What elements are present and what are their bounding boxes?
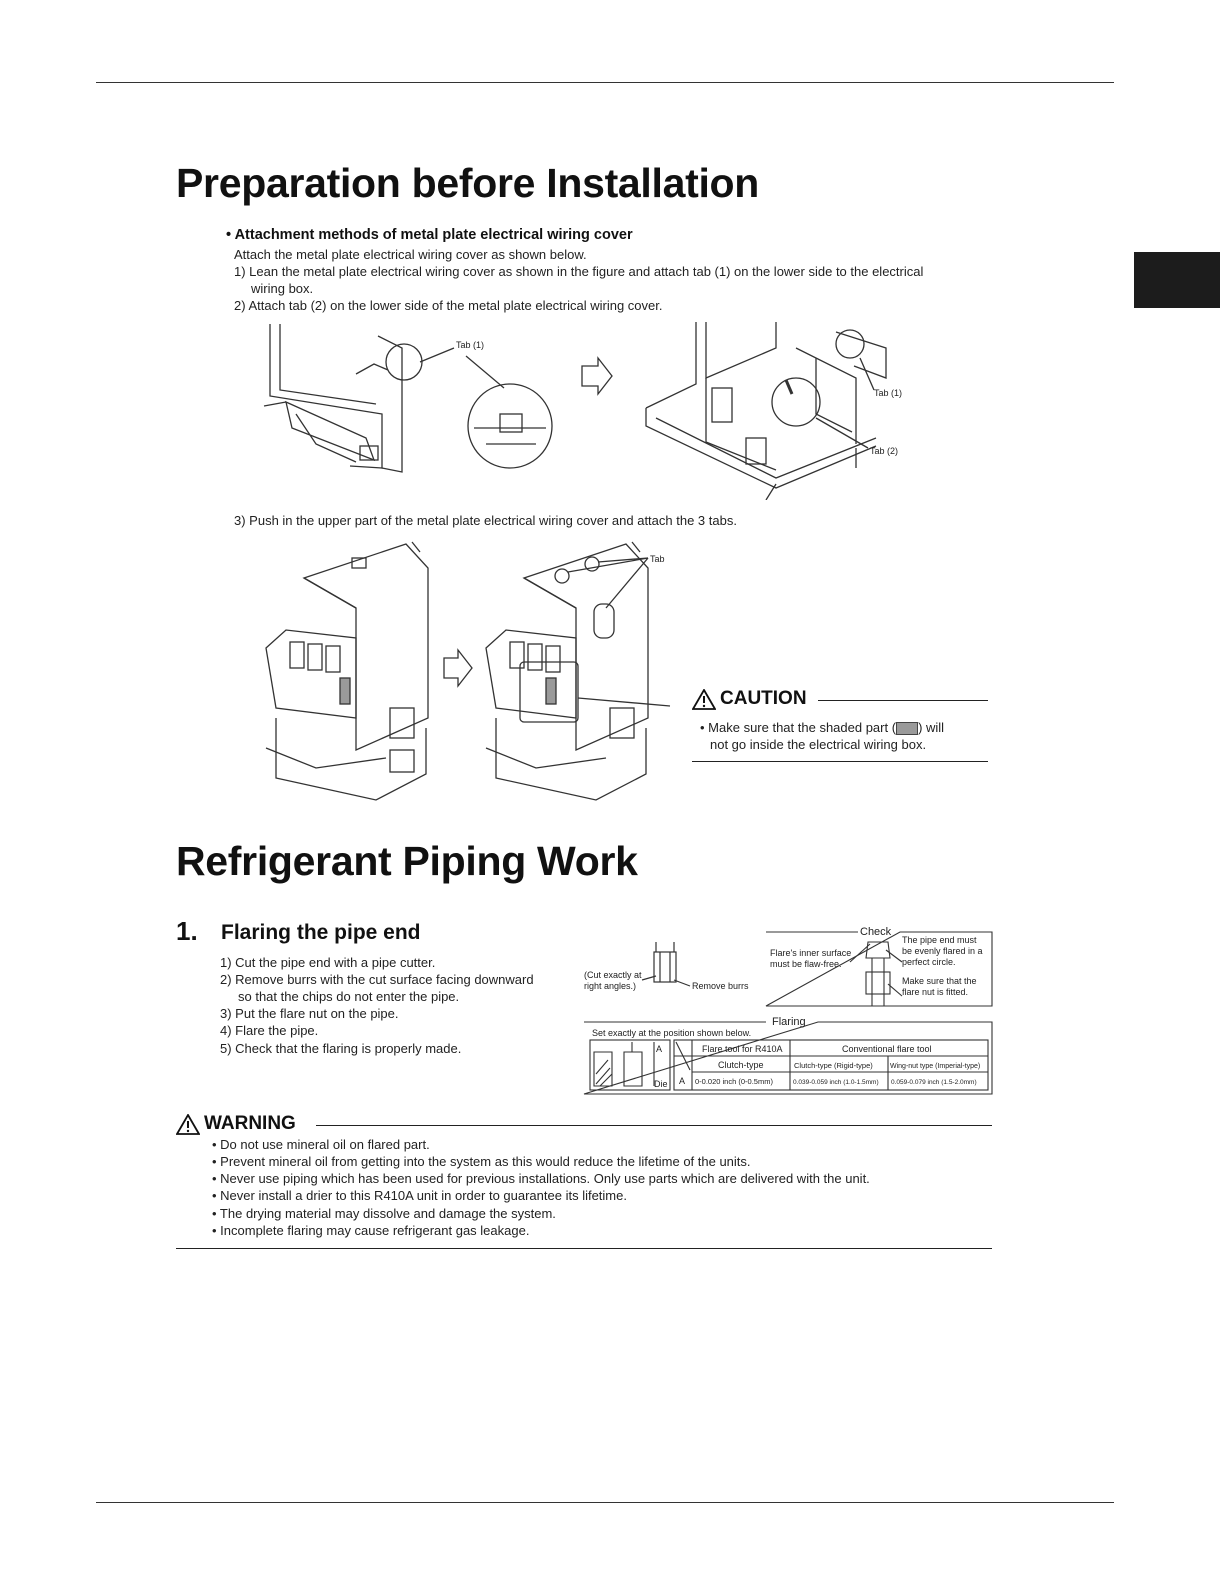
caution-text-line2: not go inside the electrical wiring box. xyxy=(710,737,927,752)
sub-clutch: Clutch-type xyxy=(718,1060,764,1070)
sub-wingnut: Wing-nut type (Imperial-type) xyxy=(890,1063,981,1070)
step-number: 1. xyxy=(176,916,198,946)
step-title: Flaring the pipe end xyxy=(221,921,421,944)
check-nut-2: flare nut is fitted. xyxy=(902,987,969,997)
warning-rule xyxy=(316,1125,992,1126)
caution-title: CAUTION xyxy=(720,688,807,709)
tab2-label: Tab (2) xyxy=(870,446,899,456)
tab1-label-right: Tab (1) xyxy=(874,388,903,398)
flaring-box-subtitle: Set exactly at the position shown below. xyxy=(592,1028,752,1038)
attachment-heading: • Attachment methods of metal plate electrical wiring cover xyxy=(226,227,633,243)
val-wingnut: 0.059-0.079 inch (1.5-2.0mm) xyxy=(891,1079,977,1086)
tab-label: Tab xyxy=(650,554,665,564)
val-r410a: 0-0.020 inch (0-0.5mm) xyxy=(695,1077,773,1086)
val-rigid: 0.039-0.059 inch (1.0-1.5mm) xyxy=(793,1079,879,1086)
check-title: Check xyxy=(860,926,892,938)
warning-heading xyxy=(176,1113,296,1135)
warning-item-4: • Never install a drier to this R410A unit in order to guarantee its lifetime. xyxy=(212,1188,627,1203)
check-even-2: be evenly flared in a xyxy=(902,946,983,956)
warning-bottom-rule xyxy=(176,1248,992,1249)
caution-text-line1 xyxy=(700,719,944,736)
caution-text-before: • Make sure that the shaded part ( xyxy=(700,720,897,735)
attachment-step1-line2: wiring box. xyxy=(251,281,314,296)
tab1-label-left: Tab (1) xyxy=(456,340,485,350)
figure-push-upper-part xyxy=(256,538,676,808)
attachment-step1-line1: 1) Lean the metal plate electrical wiring cover as shown in the figure and attach tab (1) on the lower side to the electrical xyxy=(234,264,924,279)
warning-item-3: • Never use piping which has been used for previous installations. Only use parts which are delivered with the unit. xyxy=(212,1171,870,1186)
section-title-refrigerant: Refrigerant Piping Work xyxy=(176,838,638,884)
caution-bottom-rule xyxy=(692,761,988,762)
check-nut-1: Make sure that the xyxy=(902,976,977,986)
warning-title: WARNING xyxy=(204,1113,296,1134)
flaring-step-2: 2) Remove burrs with the cut surface facing downward xyxy=(220,972,534,987)
warning-triangle-icon xyxy=(176,1114,200,1135)
figure-cut-pipe xyxy=(580,940,762,1004)
check-even-3: perfect circle. xyxy=(902,957,956,967)
check-inner-2: must be flaw-free. xyxy=(770,959,842,969)
flaring-step-5: 5) Check that the flaring is properly made. xyxy=(220,1041,462,1056)
flaring-step-4: 4) Flare the pipe. xyxy=(220,1023,319,1038)
label-die: Die xyxy=(654,1079,668,1089)
attachment-step2: 2) Attach tab (2) on the lower side of the metal plate electrical wiring cover. xyxy=(234,298,663,313)
warning-item-6: • Incomplete flaring may cause refrigerant gas leakage. xyxy=(212,1223,530,1238)
label-a: A xyxy=(656,1044,663,1054)
caution-text-after: ) will xyxy=(918,720,945,735)
footer-rule xyxy=(96,1502,1114,1503)
figure-check-box xyxy=(764,922,994,1010)
flaring-box-title: Flaring xyxy=(772,1016,806,1028)
check-even-1: The pipe end must xyxy=(902,935,977,945)
header-rule xyxy=(96,82,1114,83)
attachment-step3: 3) Push in the upper part of the metal plate electrical wiring cover and attach the 3 tabs. xyxy=(234,513,737,528)
section-tab-marker xyxy=(1134,252,1220,308)
sub-clutch-rigid: Clutch-type (Rigid-type) xyxy=(794,1061,873,1070)
flaring-step-3: 3) Put the flare nut on the pipe. xyxy=(220,1006,399,1021)
attachment-intro: Attach the metal plate electrical wiring cover as shown below. xyxy=(234,247,587,262)
warning-item-5: • The drying material may dissolve and damage the system. xyxy=(212,1206,556,1221)
cut-label-2: right angles.) xyxy=(584,981,637,991)
col-conventional: Conventional flare tool xyxy=(842,1044,932,1054)
row-label-a: A xyxy=(679,1076,686,1086)
caution-rule xyxy=(818,700,988,701)
shaded-part-swatch xyxy=(896,722,918,735)
figure-flaring-table xyxy=(582,1012,994,1096)
cut-label-1: (Cut exactly at xyxy=(584,970,642,980)
warning-item-2: • Prevent mineral oil from getting into the system as this would reduce the lifetime of the units. xyxy=(212,1154,751,1169)
flaring-step-1: 1) Cut the pipe end with a pipe cutter. xyxy=(220,955,436,970)
flaring-step-2-cont: so that the chips do not enter the pipe. xyxy=(238,989,460,1004)
caution-heading xyxy=(692,688,807,710)
figure-tab-attachment xyxy=(256,318,916,500)
warning-item-1: • Do not use mineral oil on flared part. xyxy=(212,1137,430,1152)
remove-burrs-label: Remove burrs xyxy=(692,981,749,991)
section-title-preparation: Preparation before Installation xyxy=(176,160,760,206)
caution-triangle-icon xyxy=(692,689,716,710)
check-inner-1: Flare's inner surface xyxy=(770,948,852,958)
col-r410a: Flare tool for R410A xyxy=(702,1044,783,1054)
